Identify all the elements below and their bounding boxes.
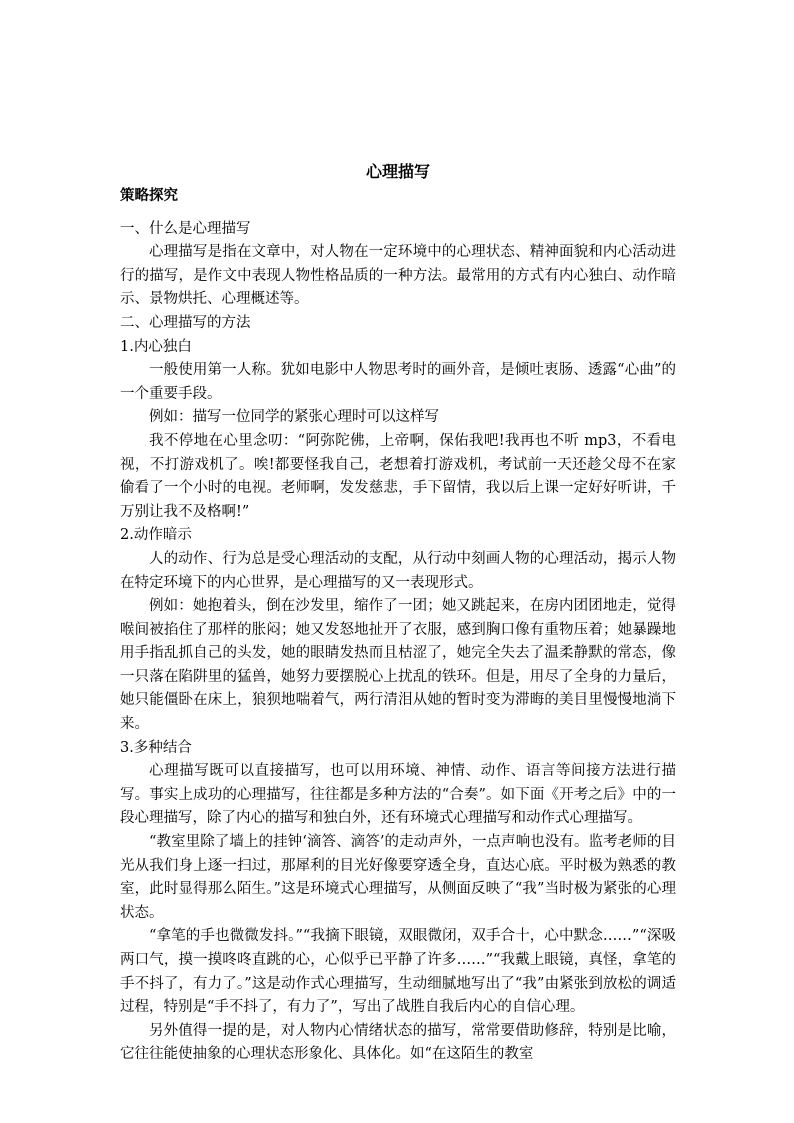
section-heading-what-is: 一、什么是心理描写 <box>120 220 251 237</box>
paragraph-action-desc: 人的动作、行为总是受心理活动的支配，从行动中刻画人物的心理活动，揭示人物在特定环境下的内心世界，是心理描写的又一表现形式。 <box>120 550 676 591</box>
method-heading-monologue: 1.内心独白 <box>120 338 192 355</box>
method-heading-action: 2.动作暗示 <box>120 527 192 544</box>
paragraph-combined-desc: 心理描写既可以直接描写，也可以用环境、神情、动作、语言等间接方法进行描写。事实上成功的心理描写，往往都是多种方法的“合奏”。如下面《开考之后》中的一段心理描写，除了内心的描写和独白外，还有环境式心理描写和动作式心理描写。 <box>120 763 676 827</box>
paragraph-definition: 心理描写是指在文章中，对人物在一定环境中的心理状态、精神面貌和内心活动进行的描写，是作文中表现人物性格品质的一种方法。最常用的方式有内心独白、动作暗示、景物烘托、心理概述等。 <box>120 244 676 308</box>
paragraph-combined-action: “拿笔的手也微微发抖。”“我摘下眼镜，双眼微闭，双手合十，心中默念……”“深吸两口气，摸一摸咚咚直跳的心，心似乎已平静了许多……”“我戴上眼镜，真怪，拿笔的手不抖了，有力了。”这是动作式心理描写，生动细腻地写出了“我”由紧张到放松的调适过程，特别是“手不抖了，有力了”，写出了战胜自我后内心的自信心理。 <box>120 928 676 1016</box>
paragraph-combined-rhetoric: 另外值得一提的是，对人物内心情绪状态的描写，常常要借助修辞，特别是比喻，它往往能使抽象的心理状态形象化、具体化。如“在这陌生的教室 <box>120 1022 676 1063</box>
document-title: 心理描写 <box>365 162 430 181</box>
paragraph-monologue-example: 我不停地在心里念叨：“阿弥陀佛，上帝啊，保佑我吧!我再也不听 mp3，不看电视，不打游戏机了。唉!都要怪我自己，老想着打游戏机，考试前一天还趁父母不在家偷看了一个小时的电视。老师啊，发发慈悲，手下留情，我以后上课一定好好听讲，千万别让我不及格啊!” <box>120 432 676 520</box>
paragraph-monologue-example-intro: 例如：描写一位同学的紧张心理时可以这样写 <box>149 409 439 426</box>
paragraph-combined-environment: “教室里除了墙上的挂钟‘滴答、滴答’的走动声外，一点声响也没有。监考老师的目光从我们身上逐一扫过，那犀利的目光好像要穿透全身，直达心底。平时极为熟悉的教室，此时显得那么陌生。”这是环境式心理描写，从侧面反映了“我”当时极为紧张的心理状态。 <box>120 834 676 921</box>
section-heading-methods: 二、心理描写的方法 <box>120 314 251 331</box>
document-subtitle: 策略探究 <box>120 187 178 204</box>
method-heading-combined: 3.多种结合 <box>120 739 192 756</box>
spacer <box>120 208 676 218</box>
paragraph-action-example: 例如：她抱着头，倒在沙发里，缩作了一团；她又跳起来，在房内团团地走，觉得喉间被掐住了那样的胀闷；她又发怒地扯开了衣服，感到胸口像有重物压着；她暴躁地用手指乱抓自己的头发，她的眼睛发热而且枯涩了，她完全失去了温柔静默的常态，像一只落在陷阱里的猛兽，她努力要摆脱心上扰乱的铁环。但是，用尽了全身的力量后，她只能僵卧在床上，狼狈地喘着气，两行清泪从她的暂时变为滞晦的美目里慢慢地淌下来。 <box>120 598 676 733</box>
paragraph-monologue-desc: 一般使用第一人称。犹如电影中人物思考时的画外音，是倾吐衷肠、透露“心曲”的一个重要手段。 <box>120 362 676 402</box>
document-page <box>120 160 676 1067</box>
